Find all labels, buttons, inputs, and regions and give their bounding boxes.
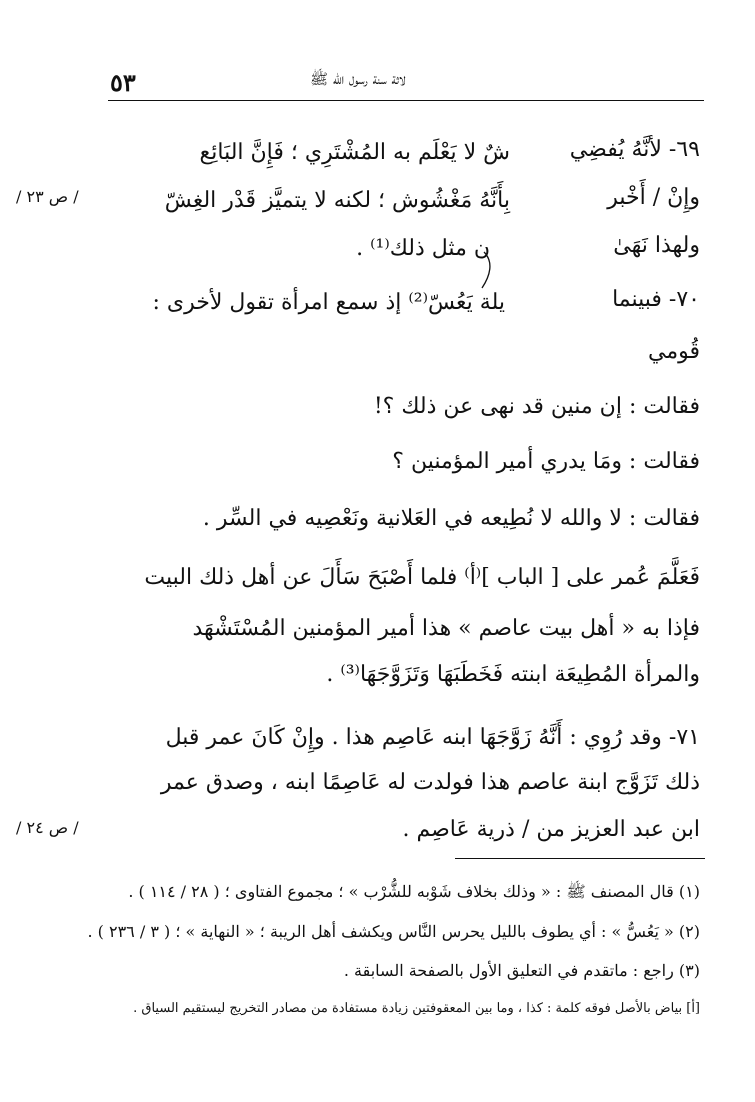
margin-ref-page-23: / ص ٢٣ / [16, 187, 79, 206]
page-number: ٥٣ [110, 68, 136, 97]
item-70-label: ٧٠- فبينما [612, 287, 700, 312]
body-line-5: قُومي [647, 339, 700, 364]
footnote-2: (٢) « يَعُسُّ » : أي يطوف بالليل يحرس النَّاس ويكشف أهل الريبة ؛ « النهاية » ؛ ( ٣ / ٢٣٦ ) . [87, 922, 700, 941]
body-line-6: فقالت : إن منين قد نهى عن ذلك ؟! [373, 394, 700, 419]
footnote-3: (٣) راجع : ماتقدم في التعليق الأول بالصفحة السابقة . [343, 961, 700, 980]
margin-ref-page-24: / ص ٢٤ / [16, 818, 79, 837]
header-rule [108, 100, 704, 101]
item-69-label: ٦٩- لأنَّهُ يُفضِي [569, 137, 700, 162]
body-line-1: شٌ لا يَعْلَم به المُشْتَرِي ؛ فَإِنَّ البَائِع [199, 140, 510, 165]
body-line-3: ن مثل ذلك⁽¹⁾ . [356, 236, 490, 261]
item-69-label-2: وإِنْ / أَخْبر [607, 185, 700, 210]
body-line-11: والمرأة المُطِيعَة ابنته فَخَطَبَهَا وَتَزَوَّجَهَا⁽³⁾ . [326, 662, 700, 687]
running-header-title: لاثة سنة رسول الله ﷺ [310, 70, 406, 88]
footnote-1: (١) قال المصنف ﷺ : « وذلك بخلاف شَوْبه للشُّرْب » ؛ مجموع الفتاوى ؛ ( ٢٨ / ١١٤ ) . [128, 882, 700, 901]
body-line-13: ذلك تَزَوَّج ابنة عاصم هذا فولدت له عَاصِمًا ابنه ، وصدق عمر [160, 770, 700, 795]
body-line-14: ابن عبد العزيز من / ذرية عَاصِم . [402, 817, 700, 842]
body-line-8: فقالت : لا والله لا نُطِيعه في العَلانية ونَعْصِيه في السِّر . [202, 506, 700, 531]
body-line-12: ٧١- وقد رُوِي : أَنَّهُ زَوَّجَهَا ابنه عَاصِم هذا . وإِنْ كَانَ عمر قبل [165, 725, 700, 750]
body-line-9: فَعَلَّمَ عُمر على [ الباب ]⁽أ⁾ فلما أَصْبَحَ سَأَلَ عن أهل ذلك البيت [144, 565, 700, 590]
footnote-rule [455, 858, 705, 859]
body-line-2: بِأَنَّهُ مَغْشُوش ؛ لكنه لا يتميَّز قَدْر الغِشّ [164, 188, 510, 213]
body-line-10: فإذا به « أهل بيت عاصم » هذا أمير المؤمنين المُسْتَشْهَد [192, 616, 700, 641]
body-line-4: يلة يَعُسّ⁽²⁾ إذ سمع امرأة تقول لأخرى : [152, 290, 505, 315]
editorial-annotation: [أ] بياض بالأصل فوقه كلمة : كذا ، وما بين المعقوفتين زيادة مستفادة من مصادر التخريج ليستقيم السياق . [133, 1001, 700, 1016]
pen-stroke-mark [478, 248, 502, 292]
body-line-7: فقالت : ومَا يدري أمير المؤمنين ؟ [392, 449, 700, 474]
item-69-label-3: ولهذا نَهَىٰ [613, 233, 700, 258]
